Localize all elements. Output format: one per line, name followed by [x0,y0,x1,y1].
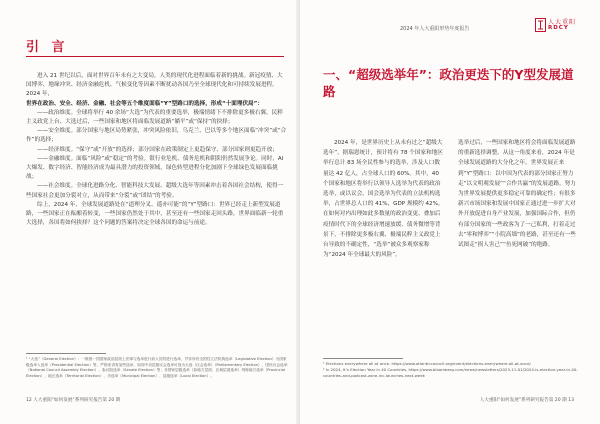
bold-lead: 世界在政治、安全、经济、金融、社会等五个维度面临“Y”型路口的选择，形成“十面埋伏局”： [26,100,263,107]
paragraph: ——政治维度。全球将举行 40 余场“大选”为代表的重要选举，极端情绪下不排除更多极右翼、民粹主义政党上台、大选过后，一些国家和地区将面临发展道路“躺平”或“保持”的抉择； [26,109,283,126]
page-footer-left: 12 人大重阳“如何发展”系列研究报告第 20 期 [26,398,121,403]
right-column-b [458,138,580,250]
paragraph: 进入 21 世纪以后，面对世界百年未有之大变局，人类的现代化进程面临着新的挑战。新冠疫情、大国博弈、地缘冲突、经济金融危机、气候变化等因素不断扰动各国乃至全球现代化和可持续发展进程。2024 年， [26,73,283,98]
footnote-rule [26,353,106,354]
paragraph: ——社会维度。全球化进路分化、智能科技大发展、超级大选年等因素冲击着各国社会结构，使得一些国家社会更加分裂对立，从而带来“分裂”或“团结”的考验。 [26,183,284,199]
section-title: 一、“超级选举年”：政治更迭下的Y型发展道路 [323,67,574,99]
chapter-title-rule [26,56,284,57]
paragraph: ——安全维度。部分国家与地区局势紧张，冲突风险依旧，乌克兰、巴以等多个地区面临“冲突”或“合作”的选择； [26,128,287,144]
footnote: ¹ Elections everywhere all at once. https://www.atlanticcouncil.org/event/elections-everywhere-all-at-once/ [323,361,531,366]
logo-chinese-name: 人大重阳 [548,19,577,26]
publisher-logo [535,17,587,37]
paragraph: ——经济维度。“保守”或“开放”的选择；部分国家在政策制定上更趋保守，部分国家则更趋开放； [37,146,278,153]
left-body-text [26,72,288,228]
logo-english-name: RDCY [548,25,569,31]
paragraph: 2024 年，是世界历史上从未有过之“超级大选年”。据瑞恩统计，预计将有 78 个国家和地区举行总计 83 场全民性参与的选举，涉及人口数量达 42 亿人，占全球人口的 60%。其中，40 个国家和地区将举行以领导人选举为代表的政治选举，或以议会、国会选举为代表的立法机构选举，占世界总人口的 41%，GDP 规模约 42%。在如何对内出理如此多数量的政治变更、叠加后疫情时代下的全球经济增速放缓、债务微增等背景下，不排除更多极右翼、极端民粹主义政党上台导致的不确定性，“选举”被众多观察家称为“2024 年全球最大的风险”。 [323,140,444,259]
footnote: ¹ “大选”（General Election）：一般指一国国家政治层面上法律与选举进行前人员的进行选举，并非所有全国性立法机构选举（Legislative Election）为国家级选举入选举（Presidential Election）等，严格来讲有某些选举，如同中央层级议会选举可视为大选（议会选举）（Parliamentary Election），国民议会选举（National Council Assembly Election）、参议院选举（Senate Election）等；非国家层级选举（如地方层面、区域层面选举）则称地方选举（Provincial Election）、地区选举（Territorial Election）、市选举（Municipal Election）、县级选举（Local Election）。 [26,357,288,378]
paragraph: 综上，2024 年，全球发展道路处在“道理分叉、遥亦可能”的“Y”型路口：世界已经走上新型发展道路，一些国家正在酝酿着转变，一些国家仍然处于其中，甚至还有一些国家走回头路，世界面临新一轮重大选择，各国将如何抉择？这个问题的答案将决定全球各国的命运与前途。 [26,201,284,227]
running-header: 2024 年人大重阳形势年度报告 [400,26,470,32]
paragraph: ——金融维度。面临“风险”或“稳定”的考验。银行业危机、债务危机和阴阳仍然发展争论。同时，AI 大爆发、数字经济、智能经济成为最具潜力的投资领域，绿色转型进程分化加剧下全球绿色发展面临挑战； [26,155,284,181]
logo-mark-icon [535,18,546,32]
chapter-title: 引 言 [26,40,69,55]
paragraph: 选举过后，一些国家和地区将会将面临发展道路的重新选择调整。从这一角度来看，2024 年是全球发展道路的大分化之年，世界发展正来到“Y”型路口：以中国为代表的部分国家正努力走“以文明观发展”“合作共赢”的发展道路，努力为世界发展提供更多稳定可靠的确定性；有很多新兴市场国家和发展中国家正通过进一步扩大对外开放促进自身产业发展，加强国际合作，但仍有部分国家的一些政客为了一己私利，打着走过去“零和博弈”“小院高墙”的老路，甚至还有一些试图走“损人害己”“鱼死网破”的绝路。 [458,140,576,249]
footnote: ² In 2024, It’s Election Year in 40 Countries, https://www.bloomberg.com/news/newsletters/2023-11-01/2024-is-election-year-in-40-countries-and-podcast-zone-inc-launches-next-week [323,367,578,378]
footnotes [323,361,585,379]
paragraph [26,100,288,109]
right-column-a [323,138,445,260]
footnote-rule [323,358,403,359]
page-footer-right: 人大重阳“如何发展”系列研究报告第 20 期 13 [479,398,574,403]
